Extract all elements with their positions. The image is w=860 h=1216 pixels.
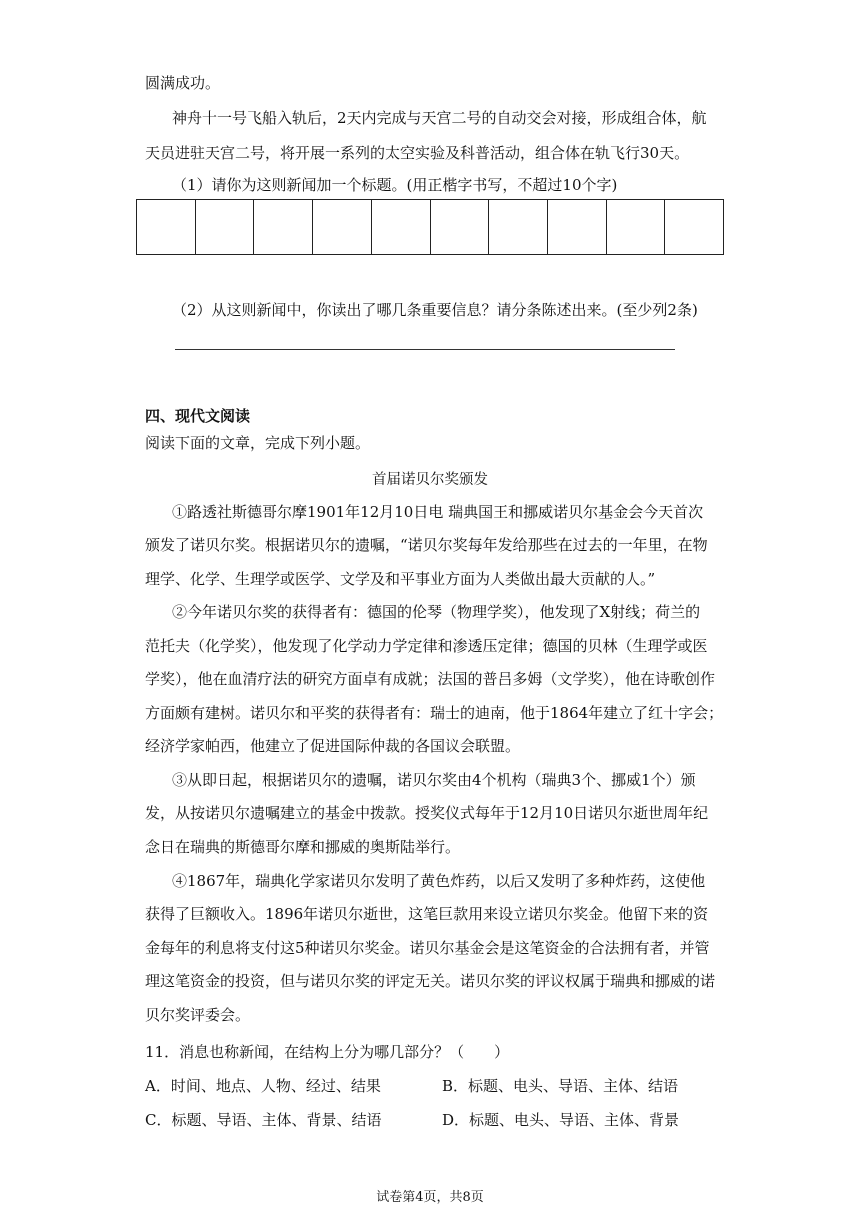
question-1: （1）请你为这则新闻加一个标题。(用正楷字书写，不超过10个字) <box>172 176 618 194</box>
article-line: 经济学家帕西，他建立了促进国际仲裁的各国议会联盟。 <box>145 737 521 755</box>
section-heading: 四、现代文阅读 <box>145 407 251 425</box>
grid-cell[interactable] <box>372 200 431 254</box>
question-2: （2）从这则新闻中，你读出了哪几条重要信息？请分条陈述出来。(至少列2条) <box>172 301 698 319</box>
article-line: 金每年的利息将支付这5种诺贝尔奖金。诺贝尔基金会是这笔资金的合法拥有者，并管 <box>145 939 710 957</box>
article-line: ④1867年，瑞典化学家诺贝尔发明了黄色炸药，以后又发明了多种炸药，这使他 <box>172 872 706 890</box>
option-b[interactable]: B．标题、电头、导语、主体、结语 <box>442 1077 679 1095</box>
option-c[interactable]: C．标题、导语、主体、背景、结语 <box>145 1111 382 1129</box>
article-line: 学奖），他在血清疗法的研究方面卓有成就；法国的普吕多姆（文学奖），他在诗歌创作 <box>145 670 716 688</box>
article-line: 方面颇有建树。诺贝尔和平奖的获得者有：瑞士的迪南，他于1864年建立了红十字会； <box>145 704 724 722</box>
article-line: ①路透社斯德哥尔摩1901年12月10日电 瑞典国王和挪威诺贝尔基金会今天首次 <box>172 503 704 521</box>
article-line: 范托夫（化学奖），他发现了化学动力学定律和渗透压定律；德国的贝林（生理学或医 <box>145 637 708 655</box>
question-11: 11．消息也称新闻，在结构上分为哪几部分？（ ） <box>145 1043 510 1061</box>
answer-grid[interactable] <box>136 199 724 255</box>
article-line: 发，从按诺贝尔遗嘱建立的基金中拨款。授奖仪式每年于12月10日诺贝尔逝世周年纪 <box>145 804 709 822</box>
grid-cell[interactable] <box>665 200 723 254</box>
text-line: 天员进驻天宫二号，将开展一系列的太空实验及科普活动，组合体在轨飞行30天。 <box>145 144 690 162</box>
instruction-text: 阅读下面的文章，完成下列小题。 <box>145 434 371 452</box>
article-line: 贝尔奖评委会。 <box>145 1006 251 1024</box>
article-line: 获得了巨额收入。1896年诺贝尔逝世，这笔巨款用来设立诺贝尔奖金。他留下来的资 <box>145 905 709 923</box>
text-line: 神舟十一号飞船入轨后，2天内完成与天宫二号的自动交会对接，形成组合体，航 <box>172 109 707 127</box>
grid-cell[interactable] <box>196 200 255 254</box>
grid-cell[interactable] <box>489 200 548 254</box>
answer-line[interactable] <box>175 349 675 350</box>
grid-cell[interactable] <box>431 200 490 254</box>
article-line: ③从即日起，根据诺贝尔的遗嘱，诺贝尔奖由4个机构（瑞典3个、挪威1个）颁 <box>172 771 696 789</box>
option-d[interactable]: D．标题、电头、导语、主体、背景 <box>442 1111 680 1129</box>
article-line: 颁发了诺贝尔奖。根据诺贝尔的遗嘱，“诺贝尔奖每年发给那些在过去的一年里，在物 <box>145 536 708 554</box>
grid-cell[interactable] <box>607 200 666 254</box>
page-footer: 试卷第4页，共8页 <box>376 1190 484 1205</box>
article-title: 首届诺贝尔奖颁发 <box>372 472 488 488</box>
article-line: 念日在瑞典的斯德哥尔摩和挪威的奥斯陆举行。 <box>145 838 461 856</box>
article-line: 理学、化学、生理学或医学、文学及和平事业方面为人类做出最大贡献的人。” <box>145 570 656 588</box>
grid-cell[interactable] <box>254 200 313 254</box>
article-line: 理这笔资金的投资，但与诺贝尔奖的评定无关。诺贝尔奖的评议权属于瑞典和挪威的诺 <box>145 972 716 990</box>
article-line: ②今年诺贝尔奖的获得者有：德国的伦琴（物理学奖），他发现了X射线；荷兰的 <box>172 603 701 621</box>
text-line: 圆满成功。 <box>145 74 221 92</box>
grid-cell[interactable] <box>313 200 372 254</box>
grid-cell[interactable] <box>548 200 607 254</box>
option-a[interactable]: A．时间、地点、人物、经过、结果 <box>145 1077 381 1095</box>
grid-cell[interactable] <box>137 200 196 254</box>
